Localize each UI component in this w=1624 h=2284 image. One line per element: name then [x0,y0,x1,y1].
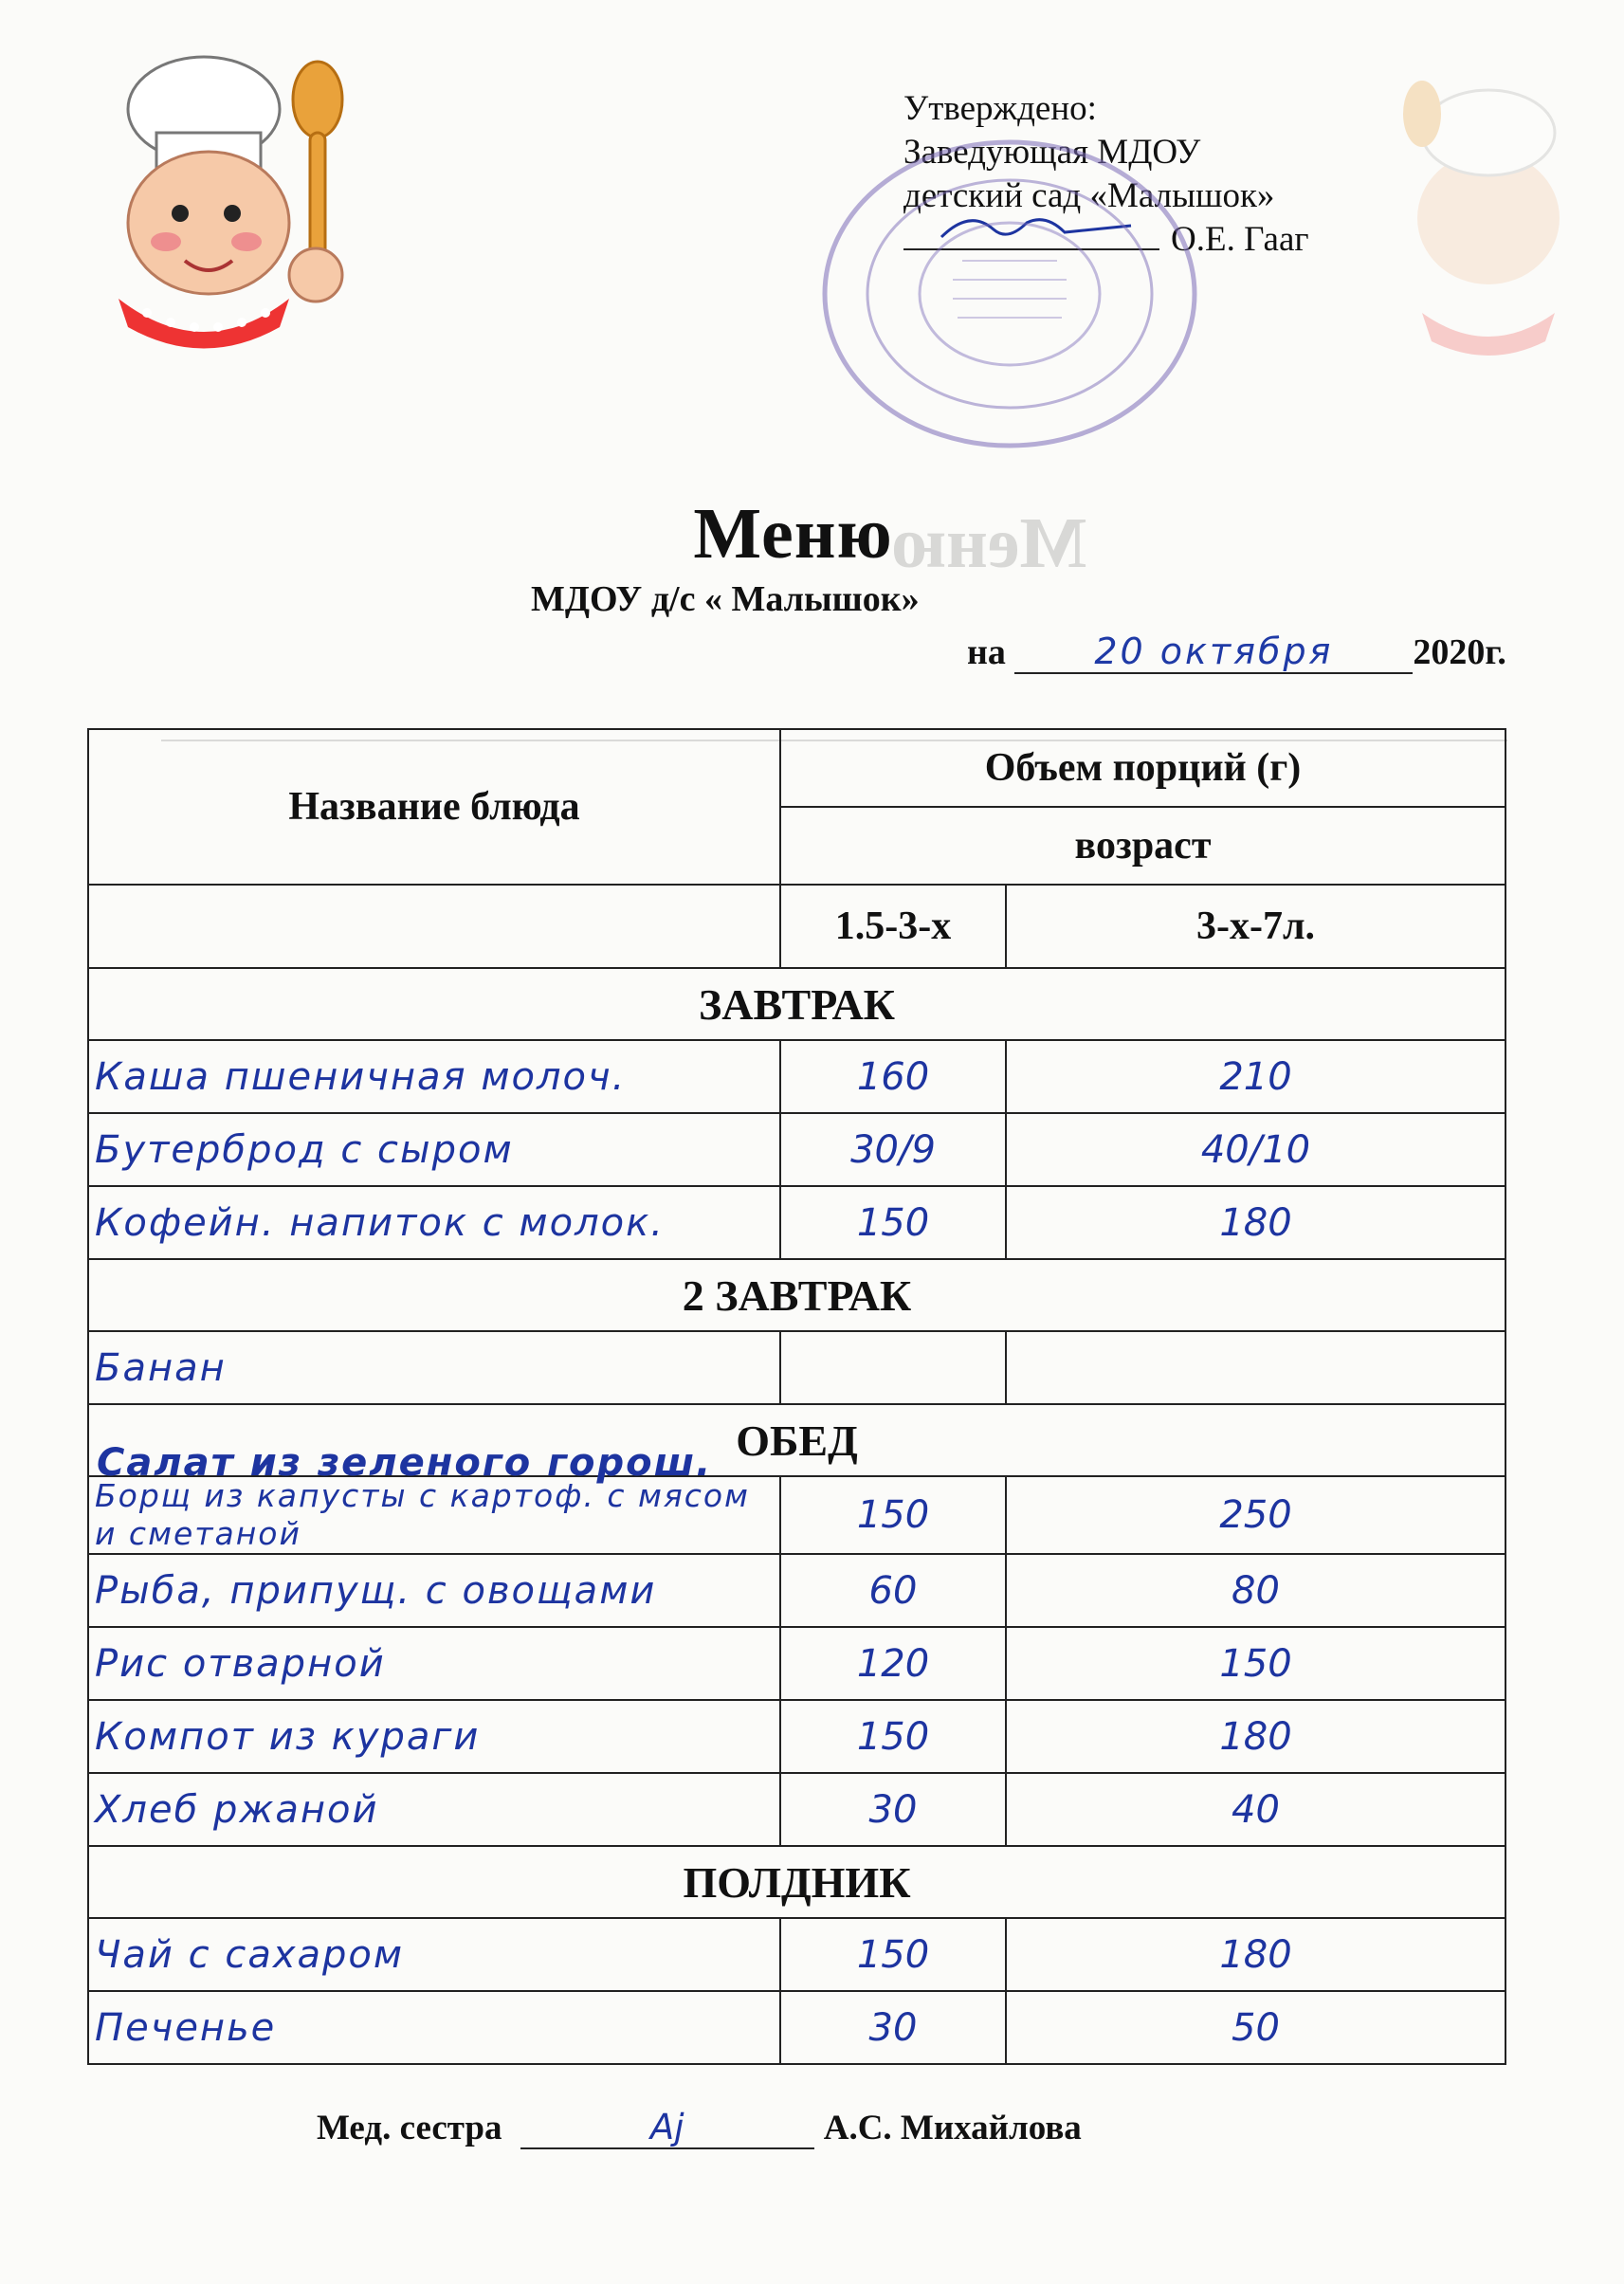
table-row [88,1554,1505,1627]
subtitle: МДОУ д/с « Малышок» [531,579,920,619]
table-row [88,1331,1505,1404]
dish-name: Каша пшеничная молоч. [88,1040,780,1113]
section-title: 2 ЗАВТРАК [88,1259,1505,1331]
dish-name: Кофейн. напиток с молок. [88,1186,780,1259]
header-row-3 [88,885,1505,968]
portion-age-1: 150 [780,1186,1006,1259]
page-title [0,493,1624,576]
approval-signer: О.Е. Гааг [1171,220,1309,259]
portion-age-1: 120 [780,1627,1006,1700]
dish-name: Компот из кураги [88,1700,780,1773]
portion-age-2 [1006,1331,1505,1404]
footer [317,2107,1082,2149]
portion-age-1: 60 [780,1554,1006,1627]
title-text: Меню [693,494,893,574]
dish-name: Рис отварной [88,1627,780,1700]
header-age-2: 3-х-7л. [1006,885,1505,968]
portion-age-2: 40/10 [1006,1113,1505,1186]
table-row [88,1918,1505,1991]
portion-age-2: 250 [1006,1476,1505,1554]
portion-age-1: 150 [780,1476,1006,1554]
table-row [88,1700,1505,1773]
portion-age-2: 150 [1006,1627,1505,1700]
dish-name: Бутерброд с сыром [88,1113,780,1186]
header-blank [88,885,780,968]
ghost-title: Меню [891,503,1087,583]
header-row-1 [88,729,1505,807]
menu-table [87,728,1506,2065]
table-row [88,1773,1505,1846]
section-row [88,1259,1505,1331]
section-row [88,1404,1505,1476]
section-title: ПОЛДНИК [88,1846,1505,1918]
chef-ghost-icon [1365,76,1612,379]
approval-line-3: детский сад «Малышок» [903,176,1275,215]
header-age: возраст [780,807,1505,885]
table-row [88,1186,1505,1259]
portion-age-1: 150 [780,1700,1006,1773]
portion-age-1: 30 [780,1991,1006,2064]
chef-illustration-icon [90,43,374,356]
dish-name: Борщ из капусты с картоф. с мясом и сметаной [88,1476,780,1554]
section-title-text: ОБЕД [736,1416,858,1465]
portion-age-2: 80 [1006,1554,1505,1627]
table-row [88,1113,1505,1186]
dish-name: Хлеб ржаной [88,1773,780,1846]
table-row [88,1040,1505,1113]
footer-signature: Ај [520,2107,814,2149]
header-volume: Объем порций (г) [780,729,1505,807]
portion-age-1: 30/9 [780,1113,1006,1186]
portion-age-1 [780,1331,1006,1404]
section-row [88,968,1505,1040]
footer-name: А.С. Михайлова [823,2109,1082,2147]
portion-age-2: 210 [1006,1040,1505,1113]
portion-age-2: 180 [1006,1186,1505,1259]
portion-age-2: 40 [1006,1773,1505,1846]
date-prefix: на [967,632,1006,672]
section-row [88,1846,1505,1918]
dish-name: Чай с сахаром [88,1918,780,1991]
portion-age-2: 50 [1006,1991,1505,2064]
section-title [88,1404,1505,1485]
portion-age-1: 160 [780,1040,1006,1113]
table-row [88,1991,1505,2064]
table-row [88,1476,1505,1554]
footer-role: Мед. сестра [317,2109,502,2147]
dish-name: Банан [88,1331,780,1404]
approval-line-1: Утверждено: [903,89,1097,128]
header-age-1: 1.5-3-х [780,885,1006,968]
header-dish: Название блюда [88,729,780,885]
table-row [88,1627,1505,1700]
dish-name: Рыба, припущ. с овощами [88,1554,780,1627]
portion-age-2: 180 [1006,1700,1505,1773]
portion-age-1: 150 [780,1918,1006,1991]
date-line [967,630,1506,674]
date-suffix: 2020г. [1413,632,1506,672]
date-handwritten: 20 октября [1014,630,1413,674]
portion-age-2: 180 [1006,1918,1505,1991]
portion-age-1: 30 [780,1773,1006,1846]
section-note: Салат из зеленого горош. [97,1441,713,1485]
section-title: ЗАВТРАК [88,968,1505,1040]
dish-name: Печенье [88,1991,780,2064]
round-stamp-icon [820,137,1218,450]
approval-line-2: Заведующая МДОУ [903,133,1201,172]
